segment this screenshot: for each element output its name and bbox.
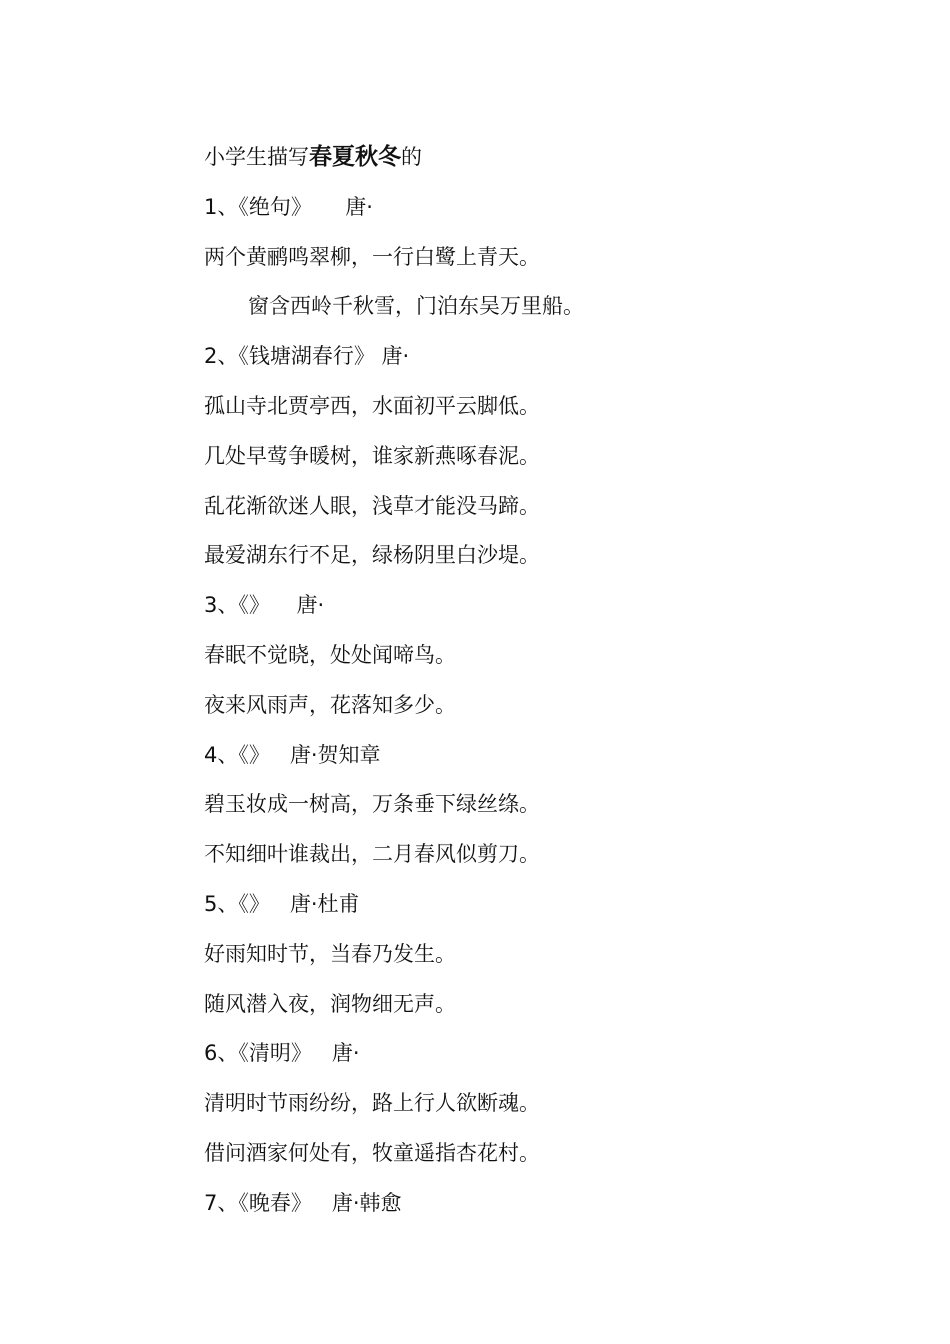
page-title <box>204 133 904 183</box>
poem-line: 孤山寺北贾亭西，水面初平云脚低。 <box>204 393 540 418</box>
poem-line: 不知细叶谁裁出，二月春风似剪刀。 <box>204 842 540 867</box>
poem-line: 借问酒家何处有，牧童遥指杏花村。 <box>204 1140 540 1165</box>
poem-line: 随风潜入夜，润物细无声。 <box>204 991 456 1016</box>
poem-line: 春眠不觉晓，处处闻啼鸟。 <box>204 642 456 667</box>
poem-heading: 1、《绝句》 唐· <box>204 194 373 219</box>
poem-line: 好雨知时节，当春乃发生。 <box>204 941 456 966</box>
poem-line: 碧玉妆成一树高，万条垂下绿丝绦。 <box>204 792 540 817</box>
poem-lines <box>204 183 904 1229</box>
document-body <box>204 133 904 1229</box>
poem-line: 乱花渐欲迷人眼，浅草才能没马蹄。 <box>204 493 540 518</box>
poem-heading: 5、《》 唐·杜甫 <box>204 891 360 916</box>
poem-heading: 6、《清明》 唐· <box>204 1041 360 1066</box>
poem-heading: 3、《》 唐· <box>204 593 325 618</box>
poem-line: 窗含西岭千秋雪，门泊东吴万里船。 <box>248 294 584 319</box>
poem-heading: 7、《晚春》 唐·韩愈 <box>204 1190 402 1215</box>
poem-line: 最爱湖东行不足，绿杨阴里白沙堤。 <box>204 543 540 568</box>
title-suffix: 的 <box>401 145 422 169</box>
poem-line: 两个黄鹂鸣翠柳，一行白鹭上青天。 <box>204 244 540 269</box>
poem-line: 夜来风雨声，花落知多少。 <box>204 692 456 717</box>
title-bold: 春夏秋冬 <box>309 144 401 170</box>
poem-heading: 2、《钱塘湖春行》 唐· <box>204 344 410 369</box>
poem-line: 几处早莺争暖树，谁家新燕啄春泥。 <box>204 443 540 468</box>
poem-line: 清明时节雨纷纷，路上行人欲断魂。 <box>204 1091 540 1116</box>
poem-heading: 4、《》 唐·贺知章 <box>204 742 381 767</box>
title-prefix: 小学生描写 <box>204 145 309 169</box>
